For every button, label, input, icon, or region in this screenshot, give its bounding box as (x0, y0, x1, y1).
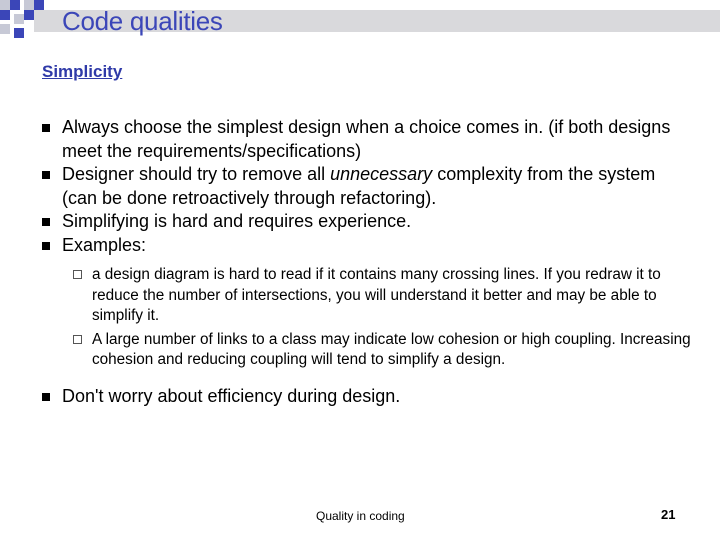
bullet-text-pre: Designer should try to remove all (62, 164, 331, 184)
square-bullet-icon (42, 242, 50, 250)
deco-square (0, 24, 10, 34)
bullet-item (42, 116, 692, 163)
square-bullet-icon (42, 393, 50, 401)
deco-square (14, 14, 24, 24)
sub-bullet-item (62, 265, 692, 327)
bullet-text: Don't worry about efficiency during design. (62, 385, 401, 406)
deco-square (24, 10, 34, 20)
bullet-text-post: complexity from the system (can be done retroactively through refactoring). (62, 164, 656, 208)
sub-bullet-text: A large number of links to a class may indicate low cohesion or high coupling. Increasing cohesion and reducing coupling will tend to simplify a design. (92, 330, 691, 368)
bullet-item (42, 210, 692, 234)
page-number: 21 (661, 507, 676, 522)
bullet-item (42, 163, 692, 210)
deco-square (10, 0, 20, 10)
bullet-list (42, 116, 692, 408)
deco-square (24, 0, 34, 10)
deco-square (0, 0, 10, 10)
slide-title: Code qualities (62, 6, 223, 36)
slide-subtitle: Simplicity (42, 62, 123, 81)
square-bullet-icon (42, 124, 50, 132)
bullet-emphasis: unnecessary (330, 164, 433, 184)
deco-square (0, 10, 10, 20)
hollow-square-bullet-icon (73, 270, 82, 279)
hollow-square-bullet-icon (73, 335, 82, 344)
slide-footer: Quality in coding (316, 509, 405, 523)
bullet-item (42, 234, 692, 371)
deco-square (34, 0, 44, 10)
square-bullet-icon (42, 171, 50, 179)
bullet-text: Examples: (62, 234, 147, 255)
sub-bullet-item (62, 330, 692, 371)
sub-bullet-text: a design diagram is hard to read if it contains many crossing lines. If you redraw it to reduce the number of intersections, you will understand it better and may be able to simplify it. (92, 266, 661, 324)
bullet-item (42, 385, 692, 409)
square-bullet-icon (42, 218, 50, 226)
sub-bullet-list (62, 265, 692, 371)
deco-square (14, 28, 24, 38)
bullet-text: Always choose the simplest design when a choice comes in. (if both designs meet the requirements/specifications) (62, 117, 671, 161)
bullet-text: Simplifying is hard and requires experience. (62, 211, 412, 231)
